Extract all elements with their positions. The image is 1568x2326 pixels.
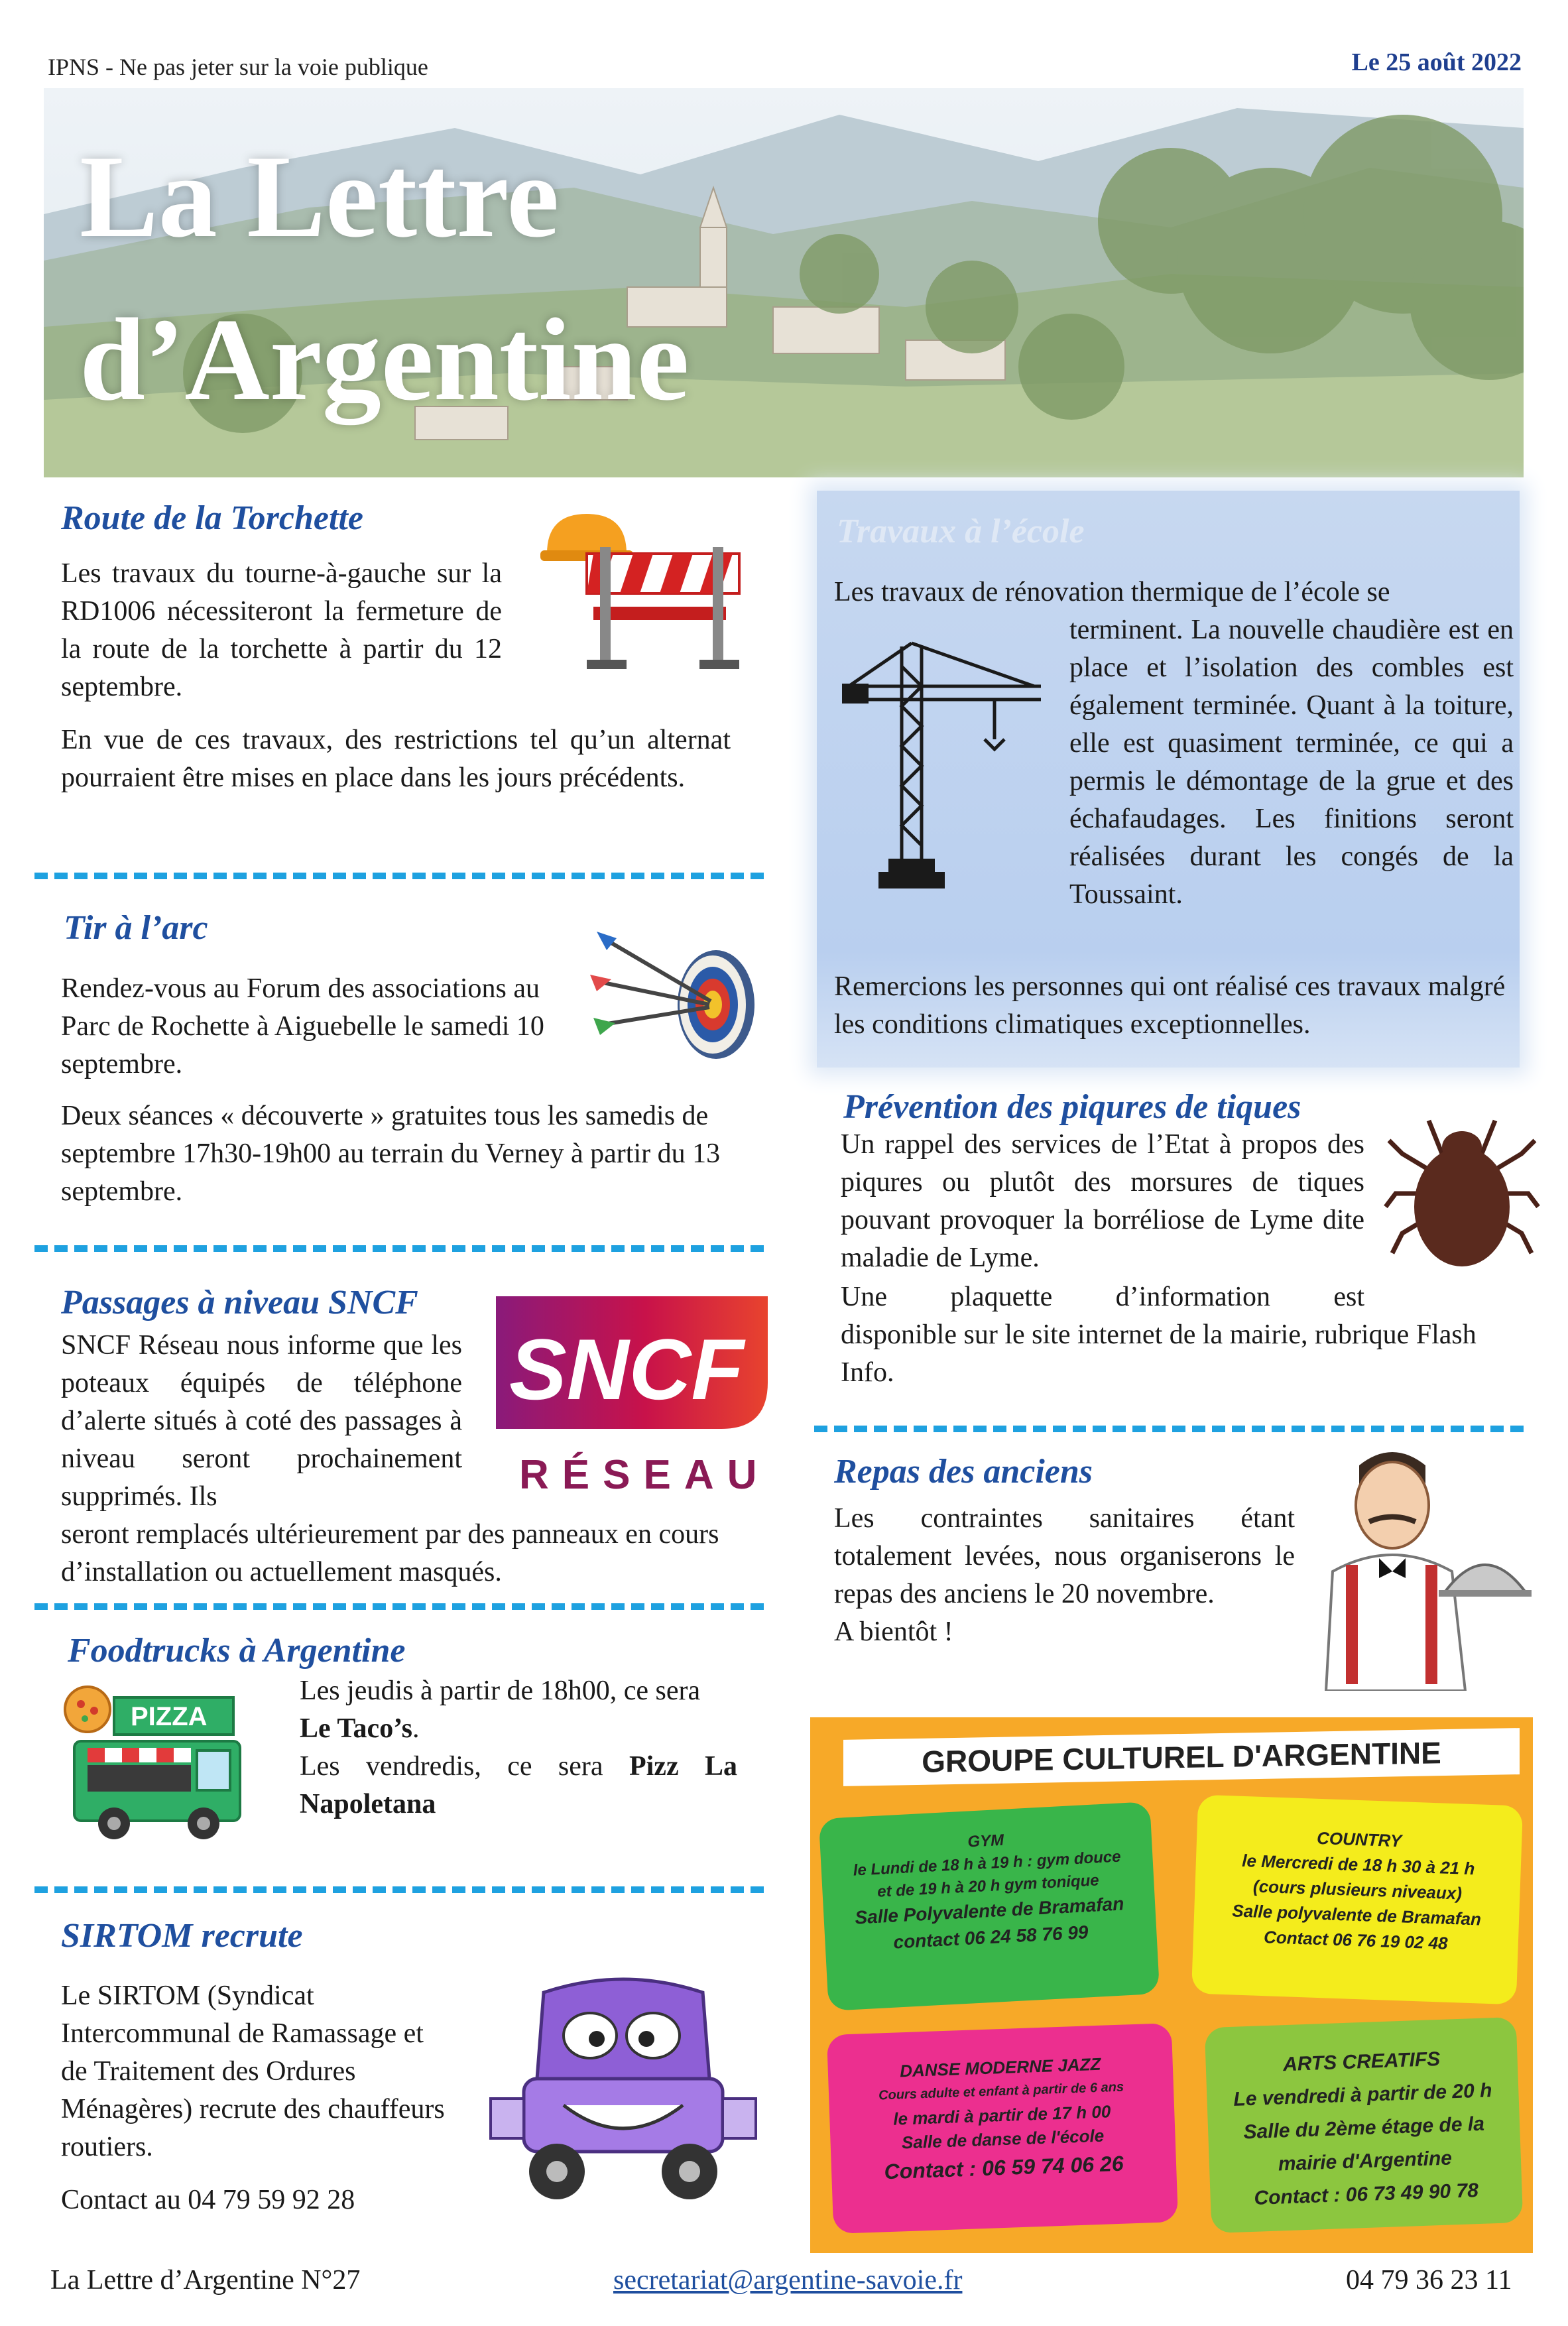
- sncf-paragraph-part1: SNCF Réseau nous informe que les poteaux équipés de téléphone d’alerte situés à coté des passages à niveau seront prochainement supprimés. Ils: [61, 1330, 462, 1512]
- gym-line-2: et de 19 h à 20 h gym tonique: [876, 1871, 1100, 1901]
- gym-venue: Salle Polyvalente de Bramafan: [854, 1893, 1124, 1928]
- torchette-paragraph-1: Les travaux du tourne-à-gauche sur la RD1006 nécessiteront la fermeture de la route de la torchette à partir du 12 septembre.: [61, 558, 502, 702]
- sncf-logo-subtext: RÉSEAU: [519, 1452, 768, 1498]
- seniors-meal-title: Repas des anciens: [834, 1453, 1093, 1491]
- arts-line-1: Le vendredi à partir de 20 h: [1233, 2079, 1492, 2111]
- flyer-title-banner: [843, 1728, 1520, 1786]
- dance-line-1: Cours adulte et enfant à partir de 6 ans: [878, 2079, 1124, 2103]
- sncf-paragraph-part2: seront remplacés ultérieurement par des panneaux en cours d’installation ou actuellement masqués.: [61, 1519, 719, 1587]
- ticks-paragraph-2-part1: Une plaquette d’information est: [841, 1282, 1364, 1312]
- roadwork-barrier-icon: [534, 507, 753, 673]
- arts-contact: Contact : 06 73 49 90 78: [1253, 2179, 1479, 2209]
- archery-target-icon: [583, 918, 762, 1077]
- section-divider: [34, 1603, 764, 1610]
- tick-bug-icon: [1382, 1101, 1541, 1273]
- arts-card: [1205, 2017, 1524, 2233]
- gym-title: GYM: [967, 1831, 1004, 1851]
- sirtom-paragraph-1: Le SIRTOM (Syndicat Intercommunal de Ramassage et de Traitement des Ordures Ménagères) recrute des chauffeurs routiers.: [61, 1981, 445, 2162]
- sncf-logo-text: SNCF: [509, 1321, 744, 1418]
- cultural-group-flyer: [810, 1717, 1533, 2253]
- thursday-line: Les jeudis à partir de 18h00, ce sera: [300, 1676, 701, 1706]
- arts-title: ARTS CREATIFS: [1282, 2048, 1441, 2076]
- section-divider: [814, 1426, 1524, 1432]
- section-divider: [34, 1886, 764, 1893]
- gym-card: [819, 1802, 1160, 2011]
- foodtrucks-text: [300, 1672, 737, 1823]
- crane-icon: [842, 640, 1041, 895]
- sirtom-title: SIRTOM recrute: [61, 1917, 303, 1955]
- purple-truck-icon: [484, 1966, 762, 2218]
- flyer-title: GROUPE CULTUREL D'ARGENTINE: [922, 1735, 1441, 1779]
- foodtrucks-friday: [300, 1748, 737, 1823]
- ticks-title: Prévention des piqures de tiques: [843, 1088, 1301, 1126]
- dance-card: [827, 2023, 1178, 2234]
- ipns-notice: IPNS - Ne pas jeter sur la voie publique: [48, 54, 428, 80]
- foodtrucks-thursday: [300, 1672, 737, 1748]
- country-card: [1191, 1795, 1523, 2005]
- pizza-truck-icon: [61, 1684, 247, 1850]
- sncf-title: Passages à niveau SNCF: [61, 1284, 418, 1321]
- school-works-title: Travaux à l’école: [837, 513, 1085, 550]
- ticks-paragraph-2-part2: disponible sur le site internet de la mairie, rubrique Flash Info.: [841, 1319, 1477, 1388]
- newsletter-title: [80, 115, 690, 441]
- country-title: COUNTRY: [1316, 1827, 1402, 1851]
- pizza-sign-text: PIZZA: [131, 1702, 208, 1731]
- sncf-reseau-logo: [483, 1296, 768, 1502]
- country-contact: Contact 06 76 19 02 48: [1263, 1927, 1449, 1953]
- section-divider: [34, 1245, 764, 1252]
- gym-line-1: le Lundi de 18 h à 19 h : gym douce: [853, 1847, 1122, 1880]
- gym-contact: contact 06 24 58 76 99: [892, 1922, 1089, 1953]
- torchette-paragraph-2: En vue de ces travaux, des restrictions tel qu’un alternat pourraient être mises en place dans les jours précédents.: [61, 725, 731, 793]
- torchette-title: Route de la Torchette: [61, 499, 363, 537]
- waiter-icon: [1319, 1439, 1532, 1691]
- pizzeria-name: Pizz La Napoletana: [300, 1751, 738, 1819]
- section-divider: [34, 873, 764, 879]
- archery-paragraph-1: Rendez-vous au Forum des associations au Parc de Rochette à Aiguebelle le samedi 10 septembre.: [61, 973, 544, 1079]
- foodtrucks-title: Foodtrucks à Argentine: [68, 1632, 406, 1670]
- country-line-1: le Mercredi de 18 h 30 à 21 h: [1241, 1850, 1475, 1879]
- footer-phone: 04 79 36 23 11: [1346, 2265, 1512, 2295]
- tacos-period: .: [412, 1713, 420, 1744]
- arts-line-3: mairie d'Argentine: [1278, 2147, 1453, 2175]
- archery-paragraph-2: Deux séances « découverte » gratuites tous les samedis de septembre 17h30-19h00 au terrain du Verney à partir du 13 septembre.: [61, 1101, 721, 1207]
- footer-issue-label: La Lettre d’Argentine N°27: [50, 2265, 361, 2295]
- ticks-paragraph-1: Un rappel des services de l’Etat à propos des piqures ou plutôt des morsures de tiques pouvant provoquer la borréliose de Lyme dite maladie de Lyme.: [841, 1129, 1364, 1273]
- dance-title: DANSE MODERNE JAZZ: [899, 2053, 1101, 2081]
- school-works-paragraph-rest: terminent. La nouvelle chaudière est en place et l’isolation des combles est également terminée. Quant à la toiture, elle est quasiment terminée, ce qui a permis le démontage de la grue et des échafaudages. Les finitions seront réalisées durant les congés de la Toussaint.: [1069, 615, 1514, 910]
- title-line-1: La Lettre: [80, 131, 560, 262]
- friday-line: Les vendredis, ce sera: [300, 1751, 603, 1782]
- title-line-2: d’Argentine: [80, 294, 690, 425]
- footer-email-link[interactable]: secretariat@argentine-savoie.fr: [613, 2265, 963, 2295]
- archery-title: Tir à l’arc: [64, 909, 208, 947]
- country-venue: Salle polyvalente de Bramafan: [1231, 1900, 1482, 1929]
- school-works-thanks: Remercions les personnes qui ont réalisé ces travaux malgré les conditions climatiques exceptionnelles.: [834, 971, 1506, 1040]
- tacos-name: Le Taco’s: [300, 1713, 412, 1744]
- school-works-first-line: Les travaux de rénovation thermique de l’école se: [834, 577, 1390, 607]
- sirtom-contact: Contact au 04 79 59 92 28: [61, 2185, 355, 2215]
- banner-photo: [44, 88, 1524, 477]
- seniors-meal-closing: A bientôt !: [834, 1617, 953, 1647]
- arts-line-2: Salle du 2ème étage de la: [1242, 2112, 1485, 2144]
- dance-contact: Contact : 06 59 74 06 26: [883, 2151, 1124, 2184]
- dance-line-2: le mardi à partir de 17 h 00: [892, 2101, 1111, 2129]
- dance-venue: Salle de danse de l'école: [901, 2125, 1105, 2153]
- country-line-2: (cours plusieurs niveaux): [1252, 1876, 1463, 1904]
- seniors-meal-paragraph: Les contraintes sanitaires étant totalement levées, nous organiserons le repas des anciens le 20 novembre.: [834, 1503, 1295, 1609]
- issue-date: Le 25 août 2022: [1351, 48, 1522, 76]
